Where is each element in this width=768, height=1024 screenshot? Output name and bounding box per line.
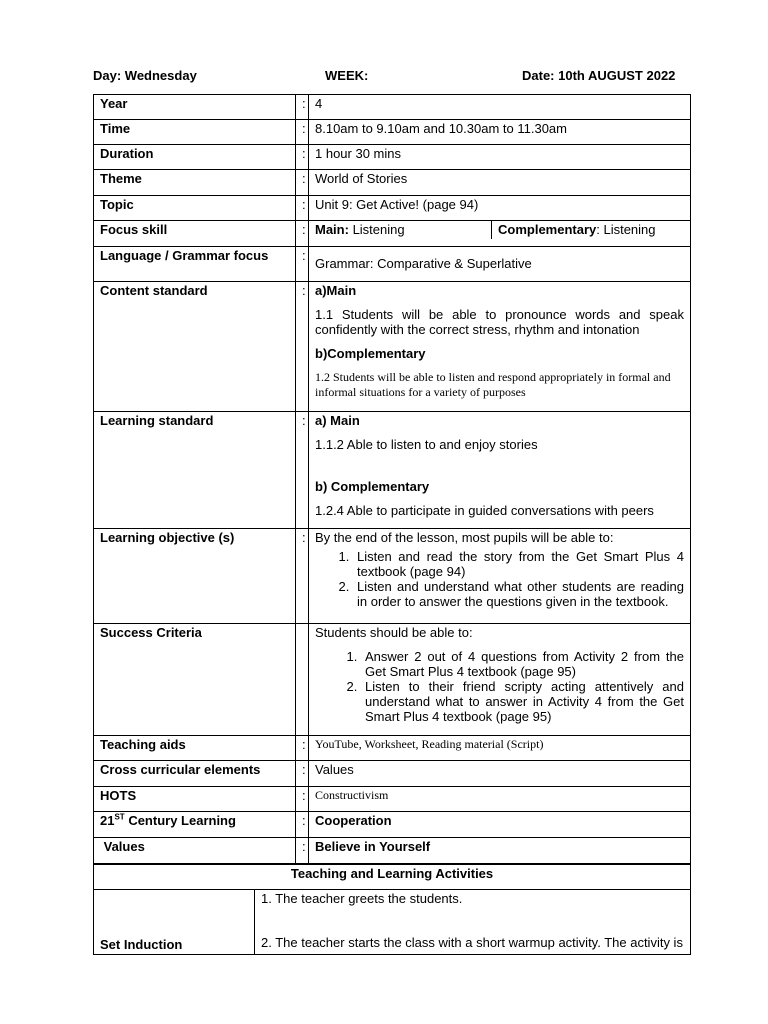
- activities-heading-row: [94, 865, 691, 890]
- cross-curricular-label: Cross curricular elements: [94, 761, 296, 787]
- theme-value: World of Stories: [309, 170, 691, 196]
- row-teaching-aids: [94, 736, 691, 761]
- focus-main: [309, 221, 492, 239]
- colon: :: [296, 282, 309, 412]
- learning-standard-value: [309, 412, 691, 529]
- objective-list: [315, 549, 684, 609]
- values-label: Values: [94, 838, 296, 864]
- focus-main-value: Listening: [348, 222, 405, 237]
- row-hots: [94, 787, 691, 812]
- set-induction-line-2: 2. The teacher starts the class with a short warmup activity. The activity is: [261, 935, 683, 950]
- success-list: [315, 649, 684, 724]
- duration-value: 1 hour 30 mins: [309, 145, 691, 170]
- focus-comp-value: : Listening: [596, 222, 656, 237]
- colon-blank: [296, 624, 309, 736]
- colon: :: [296, 120, 309, 145]
- set-induction-label: Set Induction: [94, 890, 255, 955]
- row-time: [94, 120, 691, 145]
- duration-label: Duration: [94, 145, 296, 170]
- success-criteria-value: [309, 624, 691, 736]
- values-value: Believe in Yourself: [309, 838, 691, 864]
- activities-table: [93, 864, 691, 955]
- content-comp-text: 1.2 Students will be able to listen and respond appropriately in formal and informal situations for a variety of purposes: [315, 370, 671, 399]
- year-value: 4: [309, 95, 691, 120]
- focus-skill-value: [309, 221, 691, 247]
- success-criteria-label: Success Criteria: [94, 624, 296, 736]
- century-learning-label: [94, 812, 296, 838]
- colon: :: [296, 812, 309, 838]
- content-standard-label: Content standard: [94, 282, 296, 412]
- colon: :: [296, 221, 309, 247]
- hots-value: Constructivism: [309, 787, 691, 812]
- topic-label: Topic: [94, 196, 296, 221]
- colon: :: [296, 145, 309, 170]
- row-theme: [94, 170, 691, 196]
- colon: :: [296, 761, 309, 787]
- learning-main-heading: a) Main: [315, 413, 360, 428]
- colon: :: [296, 787, 309, 812]
- content-main-heading: a)Main: [315, 283, 357, 298]
- row-success-criteria: [94, 624, 691, 736]
- colon: :: [296, 196, 309, 221]
- colon: :: [296, 412, 309, 529]
- year-label: Year: [94, 95, 296, 120]
- century-suffix: ST: [114, 812, 125, 822]
- week-label: WEEK:: [325, 68, 369, 83]
- objective-intro: By the end of the lesson, most pupils will be able to:: [315, 530, 614, 545]
- focus-complementary: [492, 221, 662, 239]
- teaching-aids-label: Teaching aids: [94, 736, 296, 761]
- cross-curricular-value: Values: [309, 761, 691, 787]
- activities-heading: Teaching and Learning Activities: [94, 865, 691, 890]
- learning-comp-text: 1.2.4 Able to participate in guided conversations with peers: [315, 503, 654, 518]
- colon: :: [296, 247, 309, 282]
- lesson-plan-table: [93, 94, 691, 864]
- learning-comp-heading: b) Complementary: [315, 479, 430, 494]
- learning-objective-value: [309, 529, 691, 624]
- learning-standard-label: Learning standard: [94, 412, 296, 529]
- row-duration: [94, 145, 691, 170]
- grammar-value: Grammar: Comparative & Superlative: [309, 247, 691, 282]
- time-value: 8.10am to 9.10am and 10.30am to 11.30am: [309, 120, 691, 145]
- row-21st-century: [94, 812, 691, 838]
- content-standard-value: [309, 282, 691, 412]
- set-induction-row: [94, 890, 691, 955]
- row-learning-standard: [94, 412, 691, 529]
- success-item: 1. Answer 2 out of 4 questions from Activity 2 from the Get Smart Plus 4 textbook (page 95): [361, 649, 684, 679]
- content-main-text: 1.1 Students will be able to pronounce words and speak confidently with the correct stress, rhythm and intonation: [315, 307, 684, 337]
- set-induction-content: [255, 890, 691, 955]
- day-label: Day: Wednesday: [93, 68, 197, 83]
- row-grammar: [94, 247, 691, 282]
- learning-main-text: 1.1.2 Able to listen to and enjoy stories: [315, 437, 538, 452]
- objective-item: 1. Listen and read the story from the Get Smart Plus 4 textbook (page 94): [353, 549, 684, 579]
- colon: :: [296, 529, 309, 624]
- row-cross-curricular: [94, 761, 691, 787]
- theme-label: Theme: [94, 170, 296, 196]
- success-intro: Students should be able to:: [315, 625, 473, 640]
- century-learning-value: Cooperation: [309, 812, 691, 838]
- row-focus-skill: [94, 221, 691, 247]
- content-comp-heading: b)Complementary: [315, 346, 426, 361]
- row-topic: [94, 196, 691, 221]
- century-text: Century Learning: [124, 813, 236, 828]
- learning-objective-label: Learning objective (s): [94, 529, 296, 624]
- row-content-standard: [94, 282, 691, 412]
- century-number: 21: [100, 813, 115, 828]
- hots-label: HOTS: [94, 787, 296, 812]
- success-item: 2. Listen to their friend scripty acting attentively and understand what to answer in Activity 4 from the Get Smart Plus 4 textbook (page 95): [361, 679, 684, 724]
- objective-item: 2. Listen and understand what other students are reading in order to answer the questions given in the textbook.: [353, 579, 684, 609]
- set-induction-line-1: 1. The teacher greets the students.: [261, 891, 463, 906]
- row-values: [94, 838, 691, 864]
- grammar-label: Language / Grammar focus: [94, 247, 296, 282]
- colon: :: [296, 170, 309, 196]
- colon: :: [296, 736, 309, 761]
- teaching-aids-value: YouTube, Worksheet, Reading material (Script): [309, 736, 691, 761]
- focus-main-label: Main:: [315, 222, 349, 237]
- row-learning-objective: [94, 529, 691, 624]
- topic-value: Unit 9: Get Active! (page 94): [309, 196, 691, 221]
- colon: :: [296, 95, 309, 120]
- date-label: Date: 10th AUGUST 2022: [522, 68, 676, 83]
- time-label: Time: [94, 120, 296, 145]
- focus-comp-label: Complementary: [498, 222, 597, 237]
- focus-skill-label: Focus skill: [94, 221, 296, 247]
- colon: :: [296, 838, 309, 864]
- row-year: [94, 95, 691, 120]
